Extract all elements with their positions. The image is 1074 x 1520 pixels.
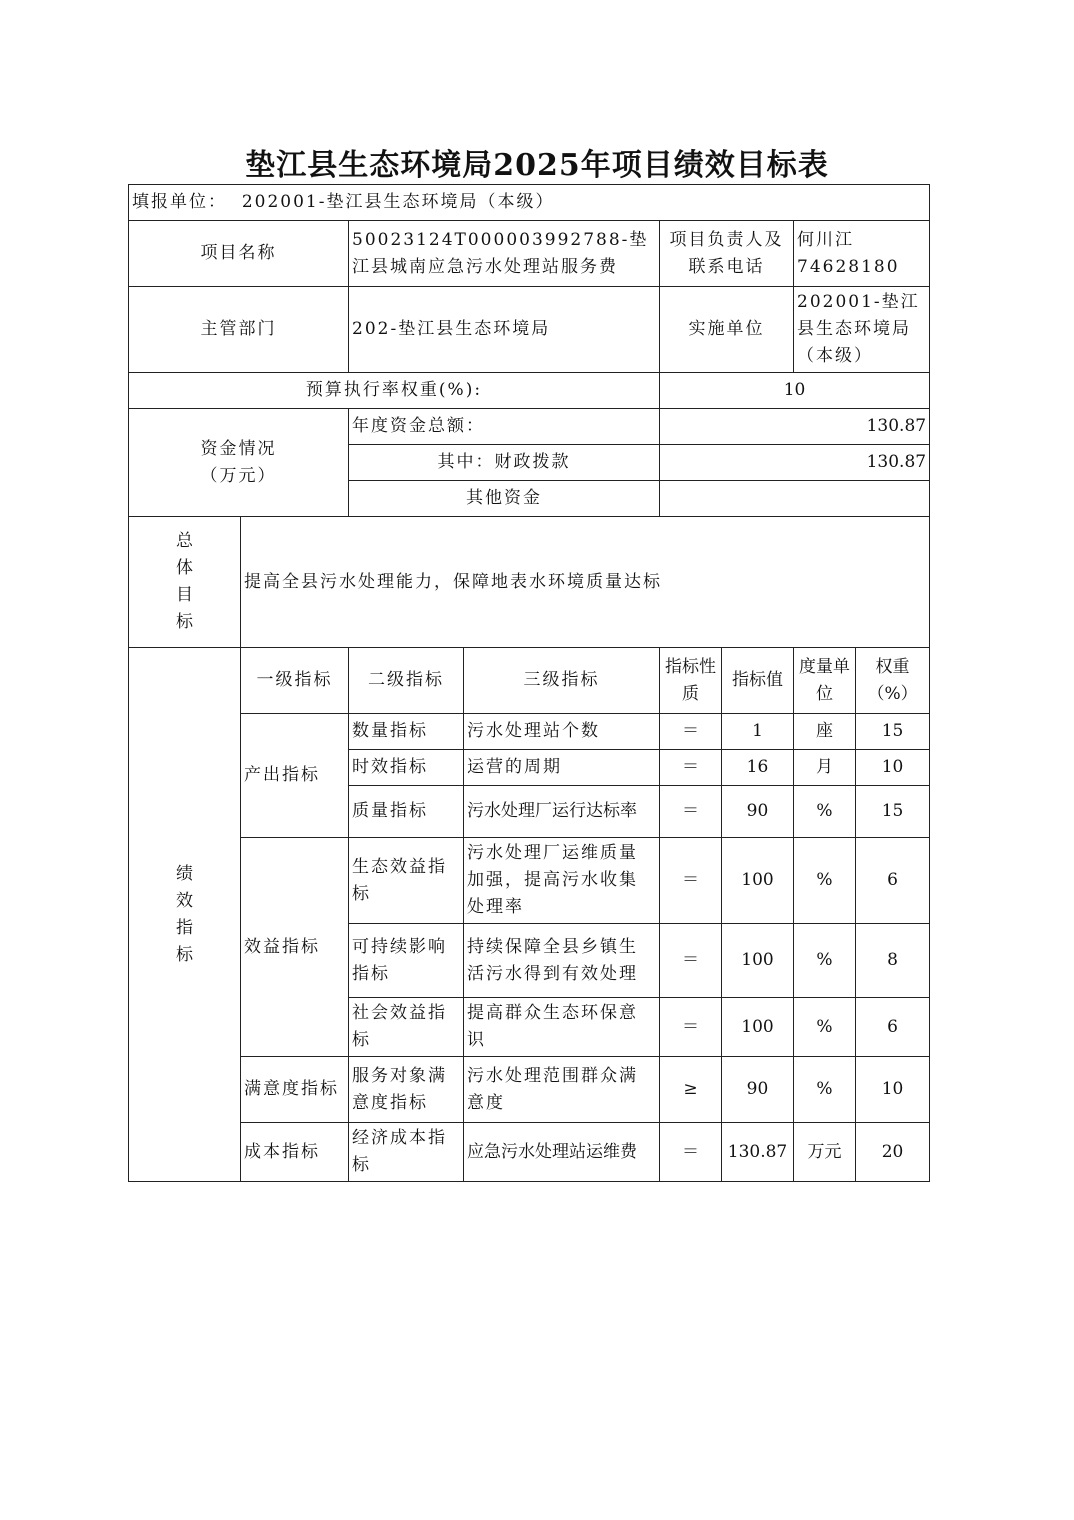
overall-goal-label [129,517,241,648]
level2-cell: 可持续影响指标 [349,924,464,998]
funds-label-line1: 资金情况 [200,438,277,459]
contact-cell [794,221,930,287]
indicators-label-char: 效 [176,890,193,911]
fiscal-funds-value: 130.87 [660,445,930,481]
weight-cell: 6 [856,998,930,1057]
table-row [129,714,930,750]
unit-cell: % [794,838,856,924]
funds-label-line2: （万元） [200,465,277,486]
indicators-label-char: 指 [176,917,193,938]
unit-cell: % [794,1057,856,1123]
fill-unit-cell [129,185,930,221]
annual-funds-label: 年度资金总额： [349,409,660,445]
nature-cell: ＝ [660,714,722,750]
indicator-header-row [129,648,930,714]
weight-cell: 8 [856,924,930,998]
level2-cell: 质量指标 [349,786,464,838]
indicators-label-char: 标 [176,944,193,965]
level3-cell: 持续保障全县乡镇生活污水得到有效处理 [464,924,660,998]
goal-label-char: 目 [176,585,193,605]
weight-cell: 15 [856,714,930,750]
unit-cell: 月 [794,750,856,786]
dept-value: 202-垫江县生态环境局 [349,287,660,373]
nature-cell: ＝ [660,750,722,786]
other-funds-label: 其他资金 [349,481,660,517]
level3-cell: 运营的周期 [464,750,660,786]
unit-cell: % [794,786,856,838]
value-cell: 1 [722,714,794,750]
project-name-row [129,221,930,287]
project-name-value: 50023124T000003992788-垫江县城南应急污水处理站服务费 [349,221,660,287]
funds-label [129,409,349,517]
level3-cell: 应急污水处理站运维费 [464,1123,660,1182]
unit-cell: % [794,998,856,1057]
level2-cell: 数量指标 [349,714,464,750]
table-row [129,1057,930,1123]
fiscal-funds-label: 其中：财政拨款 [349,445,660,481]
value-cell: 16 [722,750,794,786]
header-level2: 二级指标 [349,648,464,714]
nature-cell: ≥ [660,1057,722,1123]
funds-annual-row [129,409,930,445]
weight-cell: 6 [856,838,930,924]
header-weight: 权重（%） [856,648,930,714]
project-name-label: 项目名称 [129,221,349,287]
header-nature: 指标性质 [660,648,722,714]
page-title: 垫江县生态环境局2025年项目绩效目标表 [245,148,829,183]
value-cell: 100 [722,838,794,924]
level1-satisfaction: 满意度指标 [241,1057,349,1123]
other-funds-value [660,481,930,517]
header-unit: 度量单位 [794,648,856,714]
level2-cell: 生态效益指标 [349,838,464,924]
contact-phone: 74628180 [797,256,900,277]
goal-label-char: 体 [176,558,193,578]
overall-goal-text: 提高全县污水处理能力，保障地表水环境质量达标 [241,517,930,648]
budget-weight-label: 预算执行率权重(%): [129,373,660,409]
nature-cell: ＝ [660,838,722,924]
contact-label: 项目负责人及联系电话 [660,221,794,287]
impl-value: 202001-垫江县生态环境局（本级） [794,287,930,373]
goal-label-char: 标 [176,612,193,632]
level3-cell: 污水处理厂运维质量加强，提高污水收集处理率 [464,838,660,924]
header-value: 指标值 [722,648,794,714]
indicators-label [129,648,241,1182]
performance-target-table [128,184,930,1182]
value-cell: 90 [722,1057,794,1123]
fill-unit-value: 202001-垫江县生态环境局（本级） [241,192,555,212]
indicators-label-char: 绩 [176,863,193,884]
level1-cost: 成本指标 [241,1123,349,1182]
dept-label: 主管部门 [129,287,349,373]
contact-name: 何川江 [797,229,854,250]
level3-cell: 污水处理厂运行达标率 [464,786,660,838]
weight-cell: 20 [856,1123,930,1182]
impl-label: 实施单位 [660,287,794,373]
table-row [129,838,930,924]
fill-unit-row [129,185,930,221]
level2-cell: 时效指标 [349,750,464,786]
unit-cell: % [794,924,856,998]
level2-cell: 经济成本指标 [349,1123,464,1182]
nature-cell: ＝ [660,924,722,998]
fill-unit-label: 填报单位： [132,192,227,212]
budget-weight-row [129,373,930,409]
budget-weight-value: 10 [660,373,930,409]
value-cell: 100 [722,924,794,998]
nature-cell: ＝ [660,1123,722,1182]
weight-cell: 10 [856,750,930,786]
value-cell: 90 [722,786,794,838]
level3-cell: 提高群众生态环保意识 [464,998,660,1057]
level2-cell: 服务对象满意度指标 [349,1057,464,1123]
overall-goal-row [129,517,930,648]
nature-cell: ＝ [660,998,722,1057]
level3-cell: 污水处理站个数 [464,714,660,750]
unit-cell: 万元 [794,1123,856,1182]
value-cell: 100 [722,998,794,1057]
weight-cell: 15 [856,786,930,838]
header-level1: 一级指标 [241,648,349,714]
value-cell: 130.87 [722,1123,794,1182]
nature-cell: ＝ [660,786,722,838]
level1-benefit: 效益指标 [241,838,349,1057]
department-row [129,287,930,373]
header-level3: 三级指标 [464,648,660,714]
level3-cell: 污水处理范围群众满意度 [464,1057,660,1123]
level1-output: 产出指标 [241,714,349,838]
unit-cell: 座 [794,714,856,750]
level2-cell: 社会效益指标 [349,998,464,1057]
weight-cell: 10 [856,1057,930,1123]
goal-label-char: 总 [176,531,193,551]
table-row [129,1123,930,1182]
annual-funds-value: 130.87 [660,409,930,445]
